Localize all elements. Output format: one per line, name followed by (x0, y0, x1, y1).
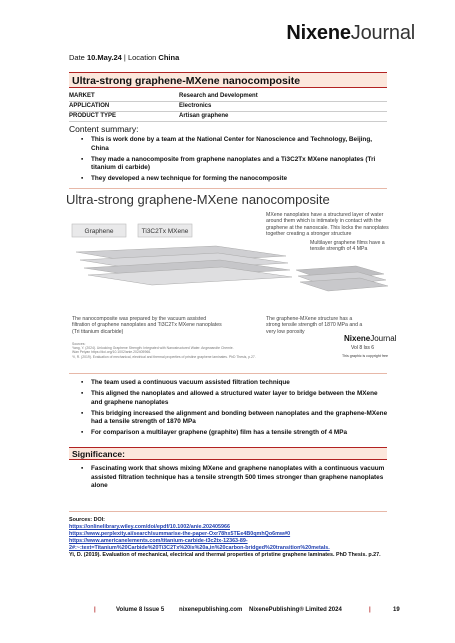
footer-publisher: NixenePublishing® Limited 2024 (249, 607, 342, 613)
divider (69, 511, 387, 512)
meta-value: Research and Development (179, 93, 258, 99)
list-item: ▪ This is work done by a team at the National Center for Nanoscience and Technology, Beijing, China (69, 136, 389, 153)
source-link[interactable]: https://onlinelibrary.wiley.com/doi/epdf/10.1002/anie.202405966 (69, 524, 230, 530)
article-title: Ultra-strong graphene-MXene nanocomposite (69, 72, 387, 88)
meta-key: PRODUCT TYPE (69, 113, 117, 119)
note-tensile-strength: The graphene-MXene structure has a strong tensile strength of 1870 MPa and a very low porosity (266, 316, 363, 335)
mxene-label: Ti3C2Tx MXene (141, 228, 189, 235)
sources-heading: Sources: DOI: (69, 517, 105, 523)
list-item: ▪ The team used a continuous vacuum assisted filtration technique (69, 379, 389, 388)
graphene-label: Graphene (84, 228, 114, 235)
footer-site[interactable]: nixenepublishing.com (179, 607, 243, 613)
note-water-layer: MXene nanoplates have a structured layer of water around them which is intimately in contact with the graphene at the nanoscale. This locks the nanoplates together creating a stronger structure (266, 212, 389, 237)
list-item: ▪ Fascinating work that shows mixing MXene and graphene nanoplates with a continuous vacuum assisted filtration technique has a tensile strength 500 times stronger than graphene nanoplates alone (69, 465, 389, 491)
date-label: Date (69, 53, 85, 62)
infographic-masthead: NixeneJournal (344, 334, 397, 343)
source-link[interactable]: 2#:~:text=Titanium%20Carbide%20Ti3C2Tx%20is%20a,in%20carbon-bridged%20transition%20metals. (69, 545, 330, 551)
note-multilayer-graphene: Multilayer graphene films have a tensile strength of 4 MPa (310, 240, 385, 253)
meta-key: APPLICATION (69, 103, 110, 109)
meta-row-application (69, 102, 387, 112)
content-summary-list (69, 136, 389, 186)
divider (69, 188, 387, 189)
list-item: ▪ This aligned the nanoplates and allowed a structured water layer to bridge between the MXene and graphene nanoplates (69, 390, 389, 407)
masthead-bold: Nixene (286, 22, 351, 44)
journal-masthead (286, 22, 415, 45)
meta-value: Electronics (179, 103, 212, 109)
source-link[interactable]: https://www.americanelements.com/titanium-carbide-t3c2tx-12363-89- (69, 538, 248, 544)
note-vacuum-filtration: The nanocomposite was prepared by the vacuum assisted filtration of graphene nanoplates and Ti3C2Tx MXene nanoplates (Tri titanium dicarbide) (72, 316, 222, 335)
date-value: 10.May.24 (86, 53, 122, 62)
meta-table (69, 92, 387, 122)
content-summary-heading: Content summary: (69, 124, 139, 134)
meta-row-product-type (69, 112, 387, 122)
location-value: China (158, 53, 180, 62)
infographic (66, 192, 397, 369)
infographic-copyright: This graphic is copyright free (342, 354, 388, 358)
divider (69, 373, 387, 374)
significance-list (69, 465, 389, 493)
nanoplate-stack (76, 246, 388, 291)
meta-key: MARKET (69, 93, 95, 99)
list-item: ▪ They developed a new technique for forming the nanocomposite (69, 175, 389, 184)
source-citation: Yi, D. (2019). Evaluation of mechanical, electrical and thermal properties of pristine graphene laminates. PhD Thesis. p.27. (69, 552, 381, 558)
meta-value: Artisan graphene (179, 113, 229, 119)
footer-divider: | (369, 607, 371, 613)
dateline: Date 10.May.24 | Location China (69, 53, 180, 62)
infographic-volume: Vol 8 Iss 6 (351, 345, 375, 351)
list-item: ▪ This bridging increased the alignment and bonding between nanoplates and the graphene-MXene had a tensile strength of 1870 MPa (69, 410, 389, 427)
meta-row-market (69, 92, 387, 102)
footer-divider: | (94, 607, 96, 613)
list-item: ▪ They made a nanocomposite from graphene nanoplates and a Ti3C2Tx MXene nanoplates (Tri titanium di carbide) (69, 156, 389, 173)
page-number: 19 (393, 607, 400, 613)
masthead-light: Journal (350, 22, 415, 44)
results-list (69, 379, 389, 441)
location-label: Location (127, 53, 157, 62)
infographic-title: Ultra-strong graphene-MXene nanocomposite (66, 192, 330, 207)
sources-block (69, 517, 389, 559)
footer-volume: Volume 8 Issue 5 (116, 607, 165, 613)
list-item: ▪ For comparison a multilayer graphene (graphite) film has a tensile strength of 4 MPa (69, 429, 389, 438)
source-link[interactable]: https://www.perplexity.ai/search/summarise-the-paper-Oxr78hx5TEe4B0qmhQo6mw#0 (69, 531, 291, 537)
infographic-sources: Sources: Yang, Y. (2024). Unlocking Graphene Strength: Integrated with Nanostructured Water. Angewandte Chemie. Wan Peiyan https://doi.org/10.1002/anie.202405966. Yi, R. (2019). Evaluation of mechanical, electrical and thermal properties of pristine graphene laminates. PhD Thesis, p.27. (72, 342, 256, 359)
significance-heading: Significance: (69, 447, 387, 460)
